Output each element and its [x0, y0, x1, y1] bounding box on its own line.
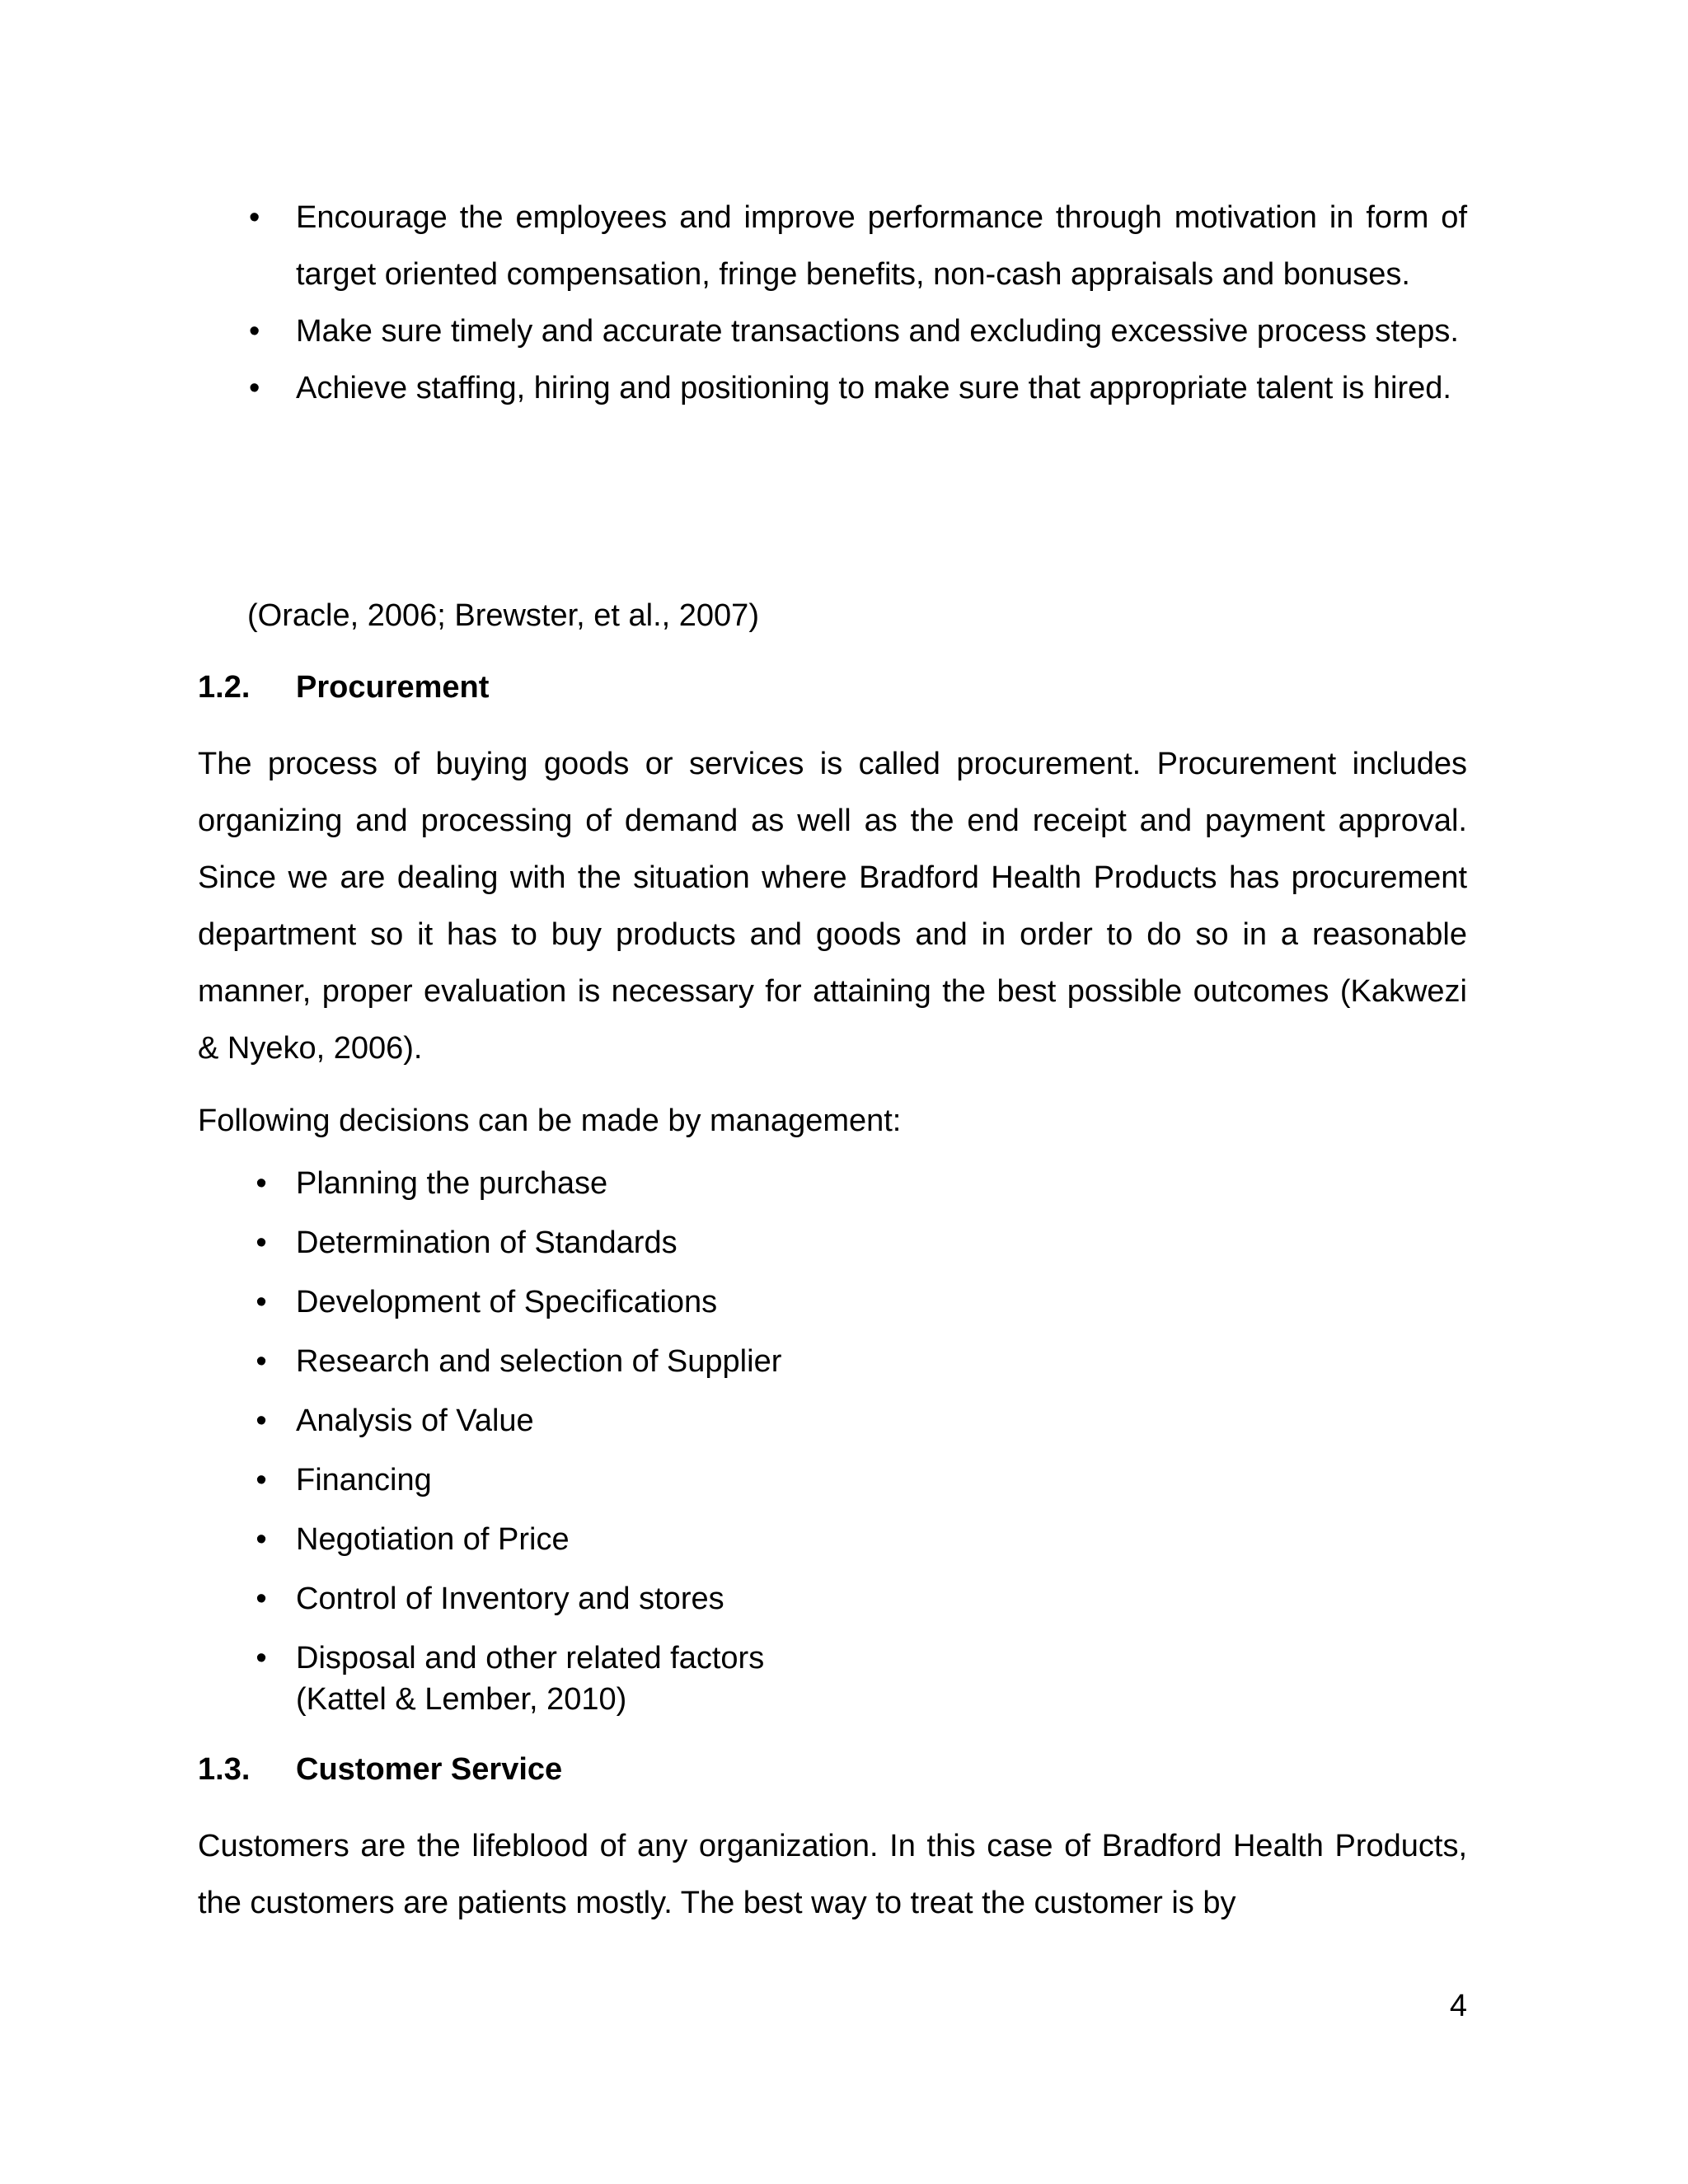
procurement-citation: (Kattel & Lember, 2010) — [296, 1682, 627, 1717]
list-item: • Encourage the employees and improve performance through motivation in form of target oriented compensation, fringe benefits, non-cash appraisals and bonuses. — [198, 190, 1467, 303]
list-item: • Negotiation of Price — [198, 1510, 1467, 1569]
list-item: • Analysis of Value — [198, 1391, 1467, 1451]
top-citation: (Oracle, 2006; Brewster, et al., 2007) — [247, 598, 759, 633]
bullet-icon: • — [249, 314, 260, 349]
section-heading-procurement — [198, 659, 1467, 716]
bullet-icon: • — [249, 200, 260, 235]
bullet-icon: • — [249, 371, 260, 405]
bullet-icon: • — [256, 1641, 267, 1675]
section-number: 1.3. — [198, 1752, 251, 1787]
section-title: Customer Service — [296, 1752, 563, 1787]
customer-service-paragraph: Customers are the lifeblood of any organization. In this case of Bradford Health Products, the customers are patients mostly. The best way to treat the customer is by — [198, 1829, 1467, 1920]
list-item: • Determination of Standards — [198, 1213, 1467, 1272]
list-item: • Planning the purchase — [198, 1154, 1467, 1213]
list-item: • Disposal and other related factors — [198, 1629, 1467, 1688]
section-heading-customer-service — [198, 1741, 1467, 1798]
decisions-intro: Following decisions can be made by management: — [198, 1104, 902, 1138]
bullet-icon: • — [256, 1463, 267, 1497]
page-number: 4 — [1449, 1989, 1467, 2023]
list-item: • Research and selection of Supplier — [198, 1332, 1467, 1391]
section-number: 1.2. — [198, 670, 251, 705]
bullet-icon: • — [256, 1522, 267, 1557]
bullet-icon: • — [256, 1404, 267, 1438]
procurement-paragraph: The process of buying goods or services is called procurement. Procurement includes organizing and processing of demand as well as the end receipt and payment approval. Since we are dealing with the situation where Bradford Health Products has procurement department so it has to buy products and goods and in order to do so in a reasonable manner, proper evaluation is necessary for attaining the best possible outcomes (Kakwezi & Nyeko, 2006). — [198, 747, 1467, 1066]
top-bullet-list — [198, 190, 1467, 417]
list-item: • Development of Specifications — [198, 1272, 1467, 1332]
bullet-icon: • — [256, 1285, 267, 1319]
bullet-icon: • — [256, 1582, 267, 1616]
list-item: • Control of Inventory and stores — [198, 1569, 1467, 1629]
list-item: • Achieve staffing, hiring and positioning to make sure that appropriate talent is hired. — [198, 360, 1467, 417]
list-item: • Financing — [198, 1451, 1467, 1510]
bullet-icon: • — [256, 1226, 267, 1260]
decisions-list — [198, 1154, 1467, 1688]
bullet-icon: • — [256, 1166, 267, 1201]
list-item: • Make sure timely and accurate transactions and excluding excessive process steps. — [198, 303, 1467, 360]
section-title: Procurement — [296, 670, 490, 705]
bullet-icon: • — [256, 1344, 267, 1379]
